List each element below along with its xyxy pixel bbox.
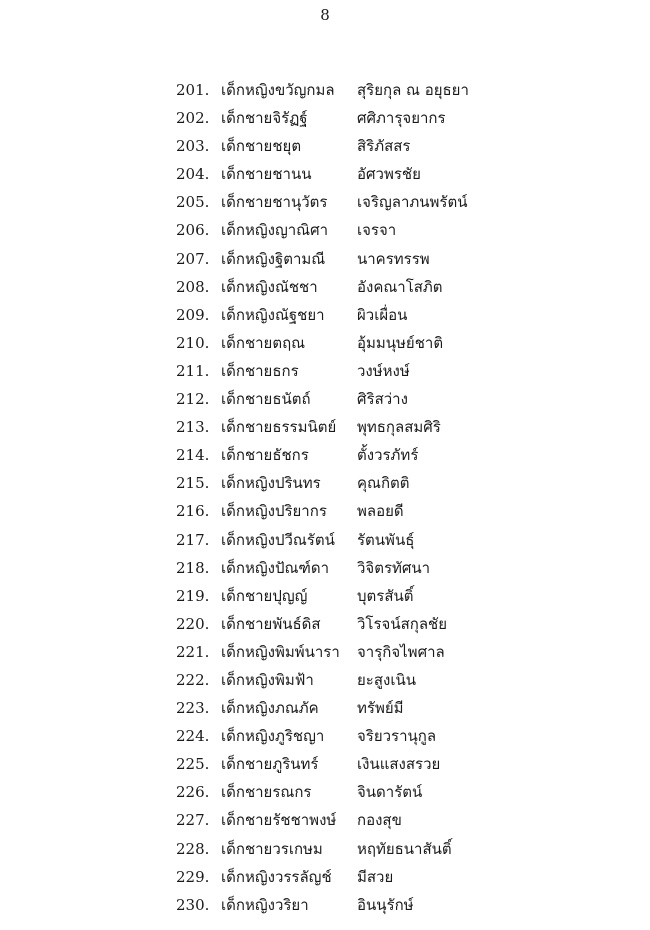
last-name: ทรัพย์มี [357, 699, 404, 718]
first-name: เด็กชายตฤณ [221, 333, 306, 352]
first-name: เด็กหญิงภณภัค [221, 699, 319, 718]
first-name: เด็กชายภูรินทร์ [221, 755, 319, 774]
first-name: เด็กชายรัชชาพงษ์ [221, 811, 337, 830]
entry-number: 215. [176, 474, 210, 493]
first-name: เด็กชายธรรมนิตย์ [221, 418, 337, 437]
last-name: หฤทัยธนาสันติ์ [357, 839, 452, 858]
last-name: รัตนพันธุ์ [357, 530, 415, 549]
entry-number: 211. [176, 361, 210, 380]
list-item [0, 750, 650, 778]
first-name: เด็กชายพันธ์ดิส [221, 614, 321, 633]
entry-number: 228. [176, 839, 210, 858]
first-name: เด็กชายรณกร [221, 783, 312, 802]
list-item [0, 385, 650, 413]
list-item [0, 188, 650, 216]
first-name: เด็กหญิงณัชชา [221, 277, 318, 296]
entry-number: 204. [176, 165, 210, 184]
entry-number: 202. [176, 109, 210, 128]
first-name: เด็กชายธกร [221, 361, 299, 380]
list-item [0, 441, 650, 469]
entry-number: 218. [176, 558, 210, 577]
last-name: วิจิตรทัศนา [357, 558, 431, 577]
last-name: นาครทรรพ [357, 249, 430, 268]
entry-number: 209. [176, 305, 210, 324]
entry-number: 205. [176, 193, 210, 212]
last-name: อินนุรักษ์ [357, 895, 414, 914]
list-item [0, 526, 650, 554]
list-item [0, 469, 650, 497]
entry-number: 201. [176, 81, 210, 99]
first-name: เด็กหญิงวริยา [221, 895, 309, 914]
last-name: เจริญลาภนพรัตน์ [357, 193, 468, 212]
entry-number: 214. [176, 446, 210, 465]
first-name: เด็กหญิงญาณิศา [221, 221, 329, 240]
first-name: เด็กหญิงปวีณรัตน์ [221, 530, 335, 549]
first-name: เด็กชายธนัตถ์ [221, 390, 311, 409]
entry-number: 223. [176, 699, 210, 718]
list-item [0, 610, 650, 638]
last-name: คุณกิตติ [357, 474, 410, 493]
list-item [0, 273, 650, 301]
name-list [0, 76, 650, 919]
list-item [0, 497, 650, 525]
last-name: บุตรสันติ์ [357, 586, 414, 605]
list-item [0, 245, 650, 273]
list-item [0, 891, 650, 919]
list-item [0, 329, 650, 357]
last-name: อังคณาโสภิต [357, 277, 443, 296]
list-item [0, 863, 650, 891]
first-name: เด็กหญิงวรรลัญช์ [221, 867, 332, 886]
list-item [0, 835, 650, 863]
list-item [0, 104, 650, 132]
last-name: เจรจา [357, 221, 397, 240]
last-name: อุ้มมนุษย์ชาติ [357, 333, 444, 352]
last-name: ศิริสว่าง [357, 390, 408, 409]
first-name: เด็กชายชยุต [221, 137, 302, 156]
list-item [0, 216, 650, 244]
last-name: สิริภัสสร [357, 137, 411, 156]
last-name: เงินแสงสรวย [357, 755, 441, 774]
list-item [0, 694, 650, 722]
list-item [0, 357, 650, 385]
list-item [0, 160, 650, 188]
first-name: เด็กหญิงพิมฟ้า [221, 670, 314, 689]
first-name: เด็กหญิงปริยากร [221, 502, 327, 521]
last-name: วงษ์หงษ์ [357, 361, 410, 380]
entry-number: 207. [176, 249, 210, 268]
last-name: สุริยกุล ณ อยุธยา [357, 81, 469, 99]
last-name: วิโรจน์สกุลชัย [357, 614, 447, 633]
list-item [0, 638, 650, 666]
first-name: เด็กหญิงพิมพ์นารา [221, 642, 340, 661]
list-item [0, 301, 650, 329]
entry-number: 221. [176, 642, 210, 661]
entry-number: 224. [176, 727, 210, 746]
list-item [0, 554, 650, 582]
list-item [0, 666, 650, 694]
last-name: จริยวรานุกูล [357, 727, 437, 746]
list-item [0, 722, 650, 750]
page-number: 8 [320, 6, 330, 24]
entry-number: 217. [176, 530, 210, 549]
last-name: กองสุข [357, 811, 402, 830]
entry-number: 225. [176, 755, 210, 774]
first-name: เด็กหญิงณัฐชยา [221, 305, 325, 324]
entry-number: 230. [176, 895, 210, 914]
first-name: เด็กหญิงขวัญกมล [221, 81, 335, 99]
list-item [0, 806, 650, 834]
last-name: มีสวย [357, 867, 394, 886]
first-name: เด็กชายวรเกษม [221, 839, 323, 858]
first-name: เด็กหญิงปรินทร [221, 474, 321, 493]
first-name: เด็กชายธัชกร [221, 446, 309, 465]
list-item [0, 76, 650, 104]
entry-number: 220. [176, 614, 210, 633]
first-name: เด็กหญิงปัณฑ์ดา [221, 558, 329, 577]
first-name: เด็กชายจิรัฏฐ์ [221, 109, 308, 128]
last-name: จารุกิจไพศาล [357, 642, 445, 661]
last-name: ศศิภารุจยากร [357, 109, 446, 128]
entry-number: 208. [176, 277, 210, 296]
first-name: เด็กชายปุญญ์ [221, 586, 308, 605]
entry-number: 227. [176, 811, 210, 830]
entry-number: 206. [176, 221, 210, 240]
entry-number: 203. [176, 137, 210, 156]
entry-number: 226. [176, 783, 210, 802]
entry-number: 222. [176, 670, 210, 689]
last-name: พลอยดี [357, 502, 404, 521]
list-item [0, 413, 650, 441]
last-name: จินดารัตน์ [357, 783, 423, 802]
first-name: เด็กหญิงฐิตามณี [221, 249, 326, 268]
list-item [0, 778, 650, 806]
list-item [0, 132, 650, 160]
first-name: เด็กหญิงภูริชญา [221, 727, 325, 746]
last-name: พุทธกุลสมศิริ [357, 418, 441, 437]
last-name: อัศวพรชัย [357, 165, 421, 184]
last-name: ตั้งวรภัทร์ [357, 446, 419, 465]
entry-number: 212. [176, 390, 210, 409]
first-name: เด็กชายชานุวัตร [221, 193, 328, 212]
entry-number: 229. [176, 867, 210, 886]
list-item [0, 582, 650, 610]
last-name: ยะสูงเนิน [357, 670, 416, 689]
entry-number: 219. [176, 586, 210, 605]
entry-number: 216. [176, 502, 210, 521]
last-name: ผิวเผื่อน [357, 305, 408, 324]
first-name: เด็กชายชานน [221, 165, 312, 184]
entry-number: 210. [176, 333, 210, 352]
entry-number: 213. [176, 418, 210, 437]
